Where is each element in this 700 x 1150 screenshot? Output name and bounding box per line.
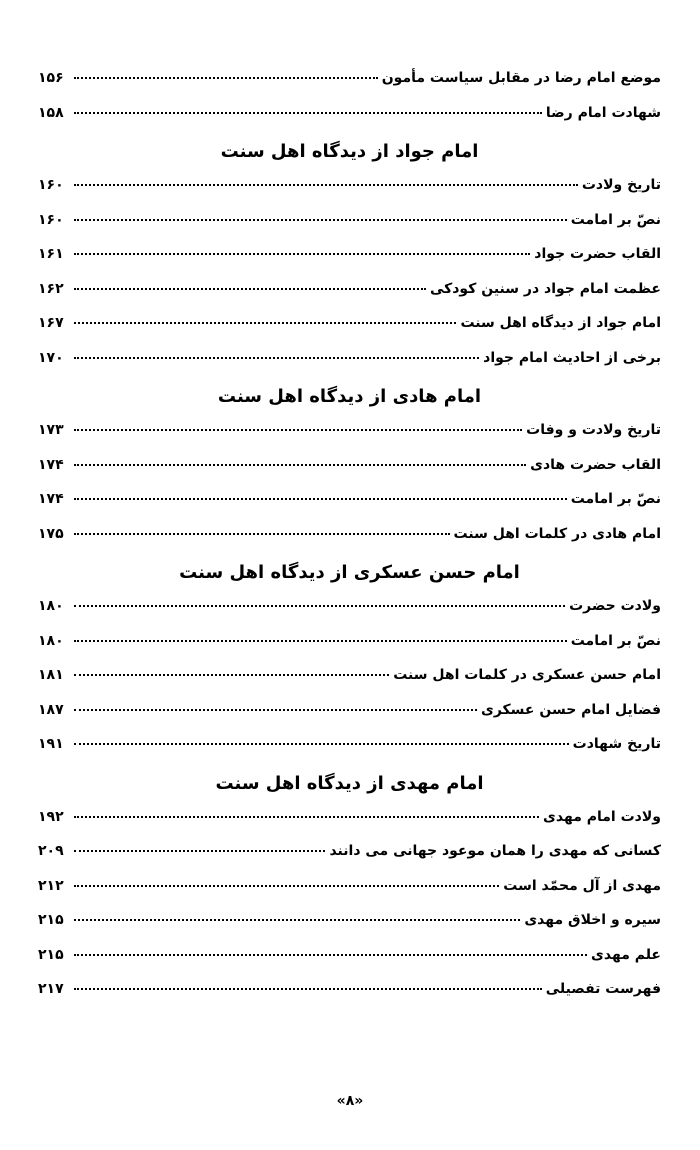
toc-entry-page: ۱۷۴ [38, 456, 64, 473]
dot-leader [74, 498, 567, 500]
dot-leader [74, 709, 477, 711]
toc-entry-page: ۱۷۳ [38, 422, 64, 438]
toc-entry-page: ۲۱۲ [38, 877, 64, 894]
toc-entry[interactable] [38, 422, 661, 457]
toc-entry-page: ۱۷۴ [38, 491, 64, 507]
toc-entry-title: سیره و اخلاق مهدی [524, 912, 661, 928]
toc-entry-title: نصّ بر امامت [570, 211, 661, 228]
toc-entry-title: مهدی از آل محمّد است [503, 877, 661, 894]
table-of-contents [38, 70, 661, 1016]
toc-entry[interactable] [38, 633, 661, 668]
dot-leader [74, 357, 479, 359]
toc-entry-page: ۱۹۲ [38, 808, 64, 825]
dot-leader [74, 253, 530, 255]
dot-leader [74, 816, 539, 818]
toc-entry-page: ۲۱۵ [38, 946, 64, 963]
dot-leader [74, 219, 567, 221]
dot-leader [74, 464, 526, 466]
toc-entry[interactable] [38, 912, 661, 947]
dot-leader [74, 112, 542, 114]
dot-leader [74, 743, 569, 745]
dot-leader [74, 288, 426, 290]
toc-entry[interactable] [38, 809, 661, 844]
toc-entry-title: علم مهدی [591, 946, 661, 963]
toc-entry[interactable] [38, 598, 661, 633]
toc-entry-page: ۲۱۵ [38, 912, 64, 928]
dot-leader [74, 533, 450, 535]
toc-entry[interactable] [38, 947, 661, 982]
toc-entry[interactable] [38, 491, 661, 526]
toc-entry-title: برخی از احادیث امام جواد [483, 349, 661, 366]
toc-entry[interactable] [38, 457, 661, 492]
dot-leader [74, 988, 542, 990]
toc-entry[interactable] [38, 212, 661, 247]
toc-entry-page: ۲۱۷ [38, 981, 64, 997]
dot-leader [74, 674, 389, 676]
toc-entry-page: ۱۸۰ [38, 632, 64, 649]
toc-entry[interactable] [38, 526, 661, 561]
dot-leader [74, 850, 325, 852]
toc-entry-page: ۱۵۶ [38, 70, 64, 86]
toc-entry-page: ۱۷۰ [38, 349, 64, 366]
toc-entry-page: ۱۶۱ [38, 246, 64, 262]
toc-entry[interactable] [38, 315, 661, 350]
toc-entry[interactable] [38, 702, 661, 737]
toc-entry-page: ۱۸۱ [38, 667, 64, 683]
toc-entry[interactable] [38, 177, 661, 212]
toc-entry-title: امام حسن عسکری در کلمات اهل سنت [393, 667, 661, 683]
dot-leader [74, 954, 587, 956]
toc-entry-title: امام جواد از دیدگاه اهل سنت [460, 315, 661, 331]
dot-leader [74, 605, 565, 607]
toc-entry-title: موضع امام رضا در مقابل سیاست مأمون [381, 70, 661, 86]
toc-entry-page: ۱۹۱ [38, 736, 64, 752]
toc-entry-page: ۱۵۸ [38, 104, 64, 121]
toc-entry[interactable] [38, 667, 661, 702]
toc-entry-title: شهادت امام رضا [545, 104, 661, 121]
toc-entry[interactable] [38, 843, 661, 878]
dot-leader [74, 77, 378, 79]
toc-entry-page: ۱۶۷ [38, 315, 64, 331]
dot-leader [74, 429, 522, 431]
toc-entry-title: عظمت امام جواد در سنین کودکی [429, 280, 661, 297]
toc-entry[interactable] [38, 246, 661, 281]
toc-entry[interactable] [38, 878, 661, 913]
toc-entry-page: ۱۶۰ [38, 177, 64, 193]
toc-entry[interactable] [38, 105, 661, 140]
toc-entry-title: تاریخ ولادت [581, 177, 661, 193]
dot-leader [74, 919, 520, 921]
toc-entry-title: نصّ بر امامت [570, 491, 661, 507]
section-heading: امام هادی از دیدگاه اهل سنت [217, 386, 482, 407]
toc-entry-title: ولادت امام مهدی [543, 808, 661, 825]
toc-entry-page: ۱۸۷ [38, 701, 64, 718]
toc-entry-page: ۱۷۵ [38, 525, 64, 542]
toc-entry-title: تاریخ شهادت [572, 736, 661, 752]
dot-leader [74, 640, 567, 642]
toc-entry-page: ۱۶۰ [38, 211, 64, 228]
toc-entry-title: فهرست تفصیلی [545, 981, 661, 997]
toc-entry-page: ۱۶۲ [38, 280, 64, 297]
toc-entry-title: القاب حضرت جواد [534, 246, 661, 262]
toc-entry-page: ۲۰۹ [38, 843, 64, 859]
toc-entry[interactable] [38, 981, 661, 1016]
toc-entry-page: ۱۸۰ [38, 598, 64, 614]
toc-entry-title: امام هادی در کلمات اهل سنت [453, 525, 661, 542]
section-heading: امام مهدی از دیدگاه اهل سنت [215, 772, 484, 794]
dot-leader [74, 322, 456, 324]
toc-entry[interactable] [38, 736, 661, 771]
toc-entry-title: کسانی که مهدی را همان موعود جهانی می دانند [329, 843, 661, 859]
toc-entry[interactable] [38, 281, 661, 316]
toc-entry-title: تاریخ ولادت و وفات [526, 422, 661, 438]
dot-leader [74, 885, 499, 887]
section-heading: امام جواد از دیدگاه اهل سنت [220, 141, 479, 162]
toc-entry[interactable] [38, 70, 661, 105]
dot-leader [74, 184, 578, 186]
page-number: «۸» [336, 1093, 364, 1109]
toc-entry-title: القاب حضرت هادی [530, 456, 661, 473]
toc-entry-title: فضایل امام حسن عسکری [480, 701, 661, 718]
toc-entry[interactable] [38, 350, 661, 385]
toc-entry-title: ولادت حضرت [569, 598, 661, 614]
section-heading: امام حسن عسکری از دیدگاه اهل سنت [179, 562, 520, 583]
toc-entry-title: نصّ بر امامت [570, 632, 661, 649]
